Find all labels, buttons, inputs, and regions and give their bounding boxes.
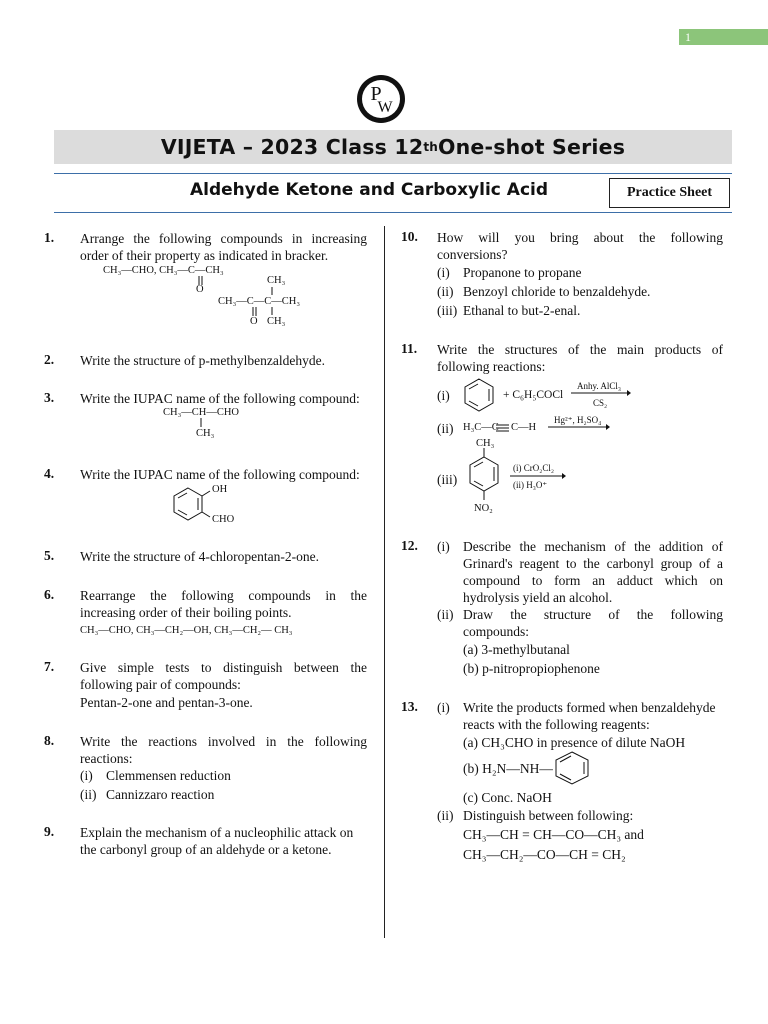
list-item: (a) CH₃CHO in presence of dilute NaOH [463,735,686,750]
sub-label: (i) [437,539,450,554]
question-text: Write the IUPAC name of the following compound: [80,391,360,406]
benzene-ring-icon [172,486,212,522]
question-number: 4. [44,466,55,481]
question-number: 5. [44,548,55,563]
question-text: Write the structure of 4-chloropentan-2-one. [80,549,319,564]
bottom-rule [54,212,732,213]
reaction-label: (ii) [437,421,454,436]
question-number: 12. [401,538,418,553]
reaction-condition: Anhy. AlCl₃ [577,381,622,391]
item-text: Ethanal to but-2-enal. [463,303,581,318]
question-number: 13. [401,699,418,714]
question-text: Distinguish between following: [463,808,634,823]
reaction-label: (iii) [437,472,458,487]
item-roman: (iii) [437,303,458,318]
svg-text:W: W [377,99,393,116]
reaction-condition: (ii) H₃O⁺ [513,480,548,490]
chem-group: CHO [212,514,235,525]
reaction-condition: CS₂ [593,398,608,408]
sub-label: (ii) [437,607,454,622]
list-item [80,767,231,784]
question-text: Draw the structure of the following compounds: [463,607,723,639]
reaction-condition: Hg²⁺, H₂SO₄ [554,415,602,425]
chem-formula: CH₃—CH = CH—CO—CH₃ and [463,827,644,842]
reagent: + C₆H₅COCl [503,389,564,401]
single-bond [199,418,205,428]
top-rule [54,173,732,174]
item-text: Propanone to propane [463,265,582,280]
triple-bond [496,424,510,432]
question-number: 1. [44,230,55,245]
item-text: Benzoyl chloride to benzaldehyde. [463,284,651,299]
question-number: 2. [44,352,55,367]
chem-group: CH₃ [476,438,495,449]
series-title-pre: VIJETA – 2023 Class 12 [160,135,424,159]
list-item [437,264,581,281]
list-item: (c) Conc. NaOH [463,790,552,805]
chem-formula: CH₃—CH—CHO [163,407,240,418]
list-item: (a) 3-methylbutanal [463,642,570,657]
question-text: How will you bring about the following conversions? [437,230,723,262]
series-title [54,130,732,164]
sub-label: (i) [437,700,450,715]
question-number: 10. [401,229,418,244]
chapter-title: Aldehyde Ketone and Carboxylic Acid [190,180,549,200]
benzene-ring-icon [462,378,496,412]
chem-atom: O [196,284,204,295]
question-subtext: Pentan-2-one and pentan-3-one. [80,695,253,710]
series-title-post: One-shot Series [438,135,626,159]
chem-atom: O [250,316,258,327]
list-item: (b) p-nitropropiophenone [463,661,600,676]
benzene-ring-icon [552,751,592,785]
question-text: Arrange the following compounds in increasing order of their property as indicated in bracker. [80,231,367,263]
chem-formula: C—H [511,422,537,433]
series-title-sup: th [423,140,438,154]
page-number: 1 [679,29,768,45]
question-text: Describe the mechanism of the addition of Grinard's reagent to the carbonyl group of a compound to form an adduct which on hydrolysis yield an alcohol. [463,539,723,605]
question-text: Give simple tests to distinguish between the following pair of compounds: [80,660,367,692]
question-text: Write the IUPAC name of the following compound: [80,467,360,482]
question-text: Explain the mechanism of a nucleophilic attack on the carbonyl group of an aldehyde or a ketone. [80,825,354,857]
question-text: Write the structures of the main products of following reactions: [437,342,723,374]
reaction-condition: (i) CrO₂Cl₂ [513,463,555,473]
chem-atom: CH₃ [196,428,215,439]
question-text: Write the structure of p-methylbenzaldehyde. [80,353,325,368]
reaction-arrow-icon [548,423,610,431]
question-text: Write the reactions involved in the following reactions: [80,734,367,766]
item-roman: (i) [437,265,450,280]
question-number: 9. [44,824,55,839]
practice-sheet-label: Practice Sheet [609,178,730,208]
item-roman: (ii) [80,787,97,802]
item-text: Cannizzaro reaction [106,787,215,802]
reaction-label: (i) [437,388,450,403]
question-number: 3. [44,390,55,405]
column-divider [384,226,385,938]
single-bond [270,287,276,296]
list-item: (b) H₂N—NH— [463,761,553,776]
list-item [437,283,650,300]
chem-formula: CH₃—CHO, CH₃—CH₂—OH, CH₃—CH₂— CH₃ [80,625,293,636]
item-roman: (i) [80,768,93,783]
pw-logo [356,74,406,124]
chem-formula: CH₃—CH₂—CO—CH = CH₂ [463,847,626,862]
chem-atom: CH₃ [267,275,286,286]
item-roman: (ii) [437,284,454,299]
svg-text:P: P [370,83,382,105]
chem-formula: CH₃—C—C—CH₃ [218,296,301,307]
question-number: 7. [44,659,55,674]
reaction-arrow-icon [571,389,631,397]
chem-atom: CH₃ [267,316,286,327]
question-text: Write the products formed when benzaldehyde reacts with the following reagents: [463,700,716,732]
question-number: 6. [44,587,55,602]
question-text: Rearrange the following compounds in the increasing order of their boiling points. [80,588,367,620]
list-item [80,786,214,803]
question-number: 8. [44,733,55,748]
list-item [437,302,580,319]
question-number: 11. [401,341,418,356]
benzene-ring-icon [464,448,504,508]
item-text: Clemmensen reduction [106,768,231,783]
chem-formula: H₃C—C [463,422,499,433]
chem-group: NO₂ [474,503,493,514]
sub-label: (ii) [437,808,454,823]
single-bond [270,307,276,316]
chem-formula: CH₃—CHO, CH₃—C—CH₃ [103,265,224,276]
chem-group: OH [212,484,228,495]
